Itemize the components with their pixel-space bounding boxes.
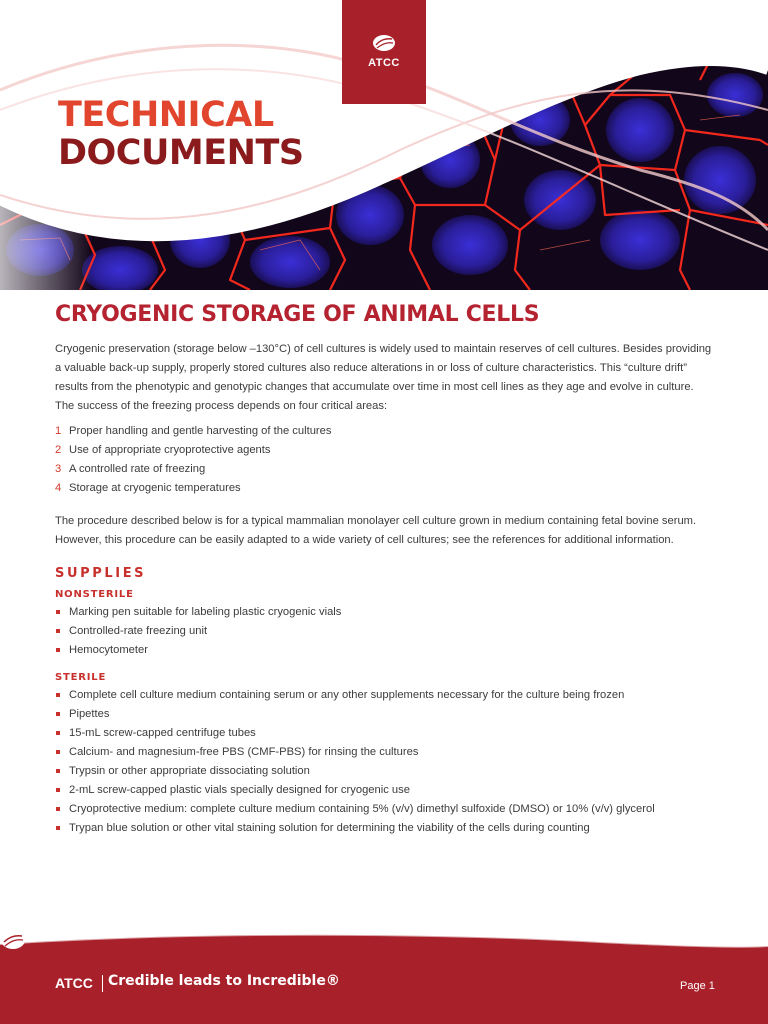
document-title: CRYOGENIC STORAGE OF ANIMAL CELLS — [55, 302, 540, 327]
hero-title-line2: DOCUMENTS — [58, 133, 304, 173]
list-item — [55, 762, 715, 781]
list-item-text: Calcium- and magnesium-free PBS (CMF-PBS) for rinsing the cultures — [69, 746, 419, 758]
list-item-text: Complete cell culture medium containing serum or any other supplements necessary for the culture being frozen — [69, 689, 625, 701]
list-item — [55, 479, 715, 498]
list-item — [55, 800, 715, 819]
list-number: 2 — [55, 444, 62, 456]
hero-title-line1: TECHNICAL — [58, 95, 274, 135]
list-number: 4 — [55, 482, 62, 494]
critical-areas-list — [55, 422, 715, 498]
list-item — [55, 705, 715, 724]
footer-tagline: Credible leads to Incredible® — [108, 973, 340, 989]
bullet-icon — [56, 712, 60, 716]
list-item-text: Marking pen suitable for labeling plastic cryogenic vials — [69, 606, 342, 618]
list-item — [55, 781, 715, 800]
sterile-list — [55, 686, 715, 838]
atcc-logo-ribbon[interactable] — [342, 0, 426, 104]
hero-title — [58, 96, 304, 172]
bullet-icon — [56, 629, 60, 633]
list-item — [55, 603, 715, 622]
hero-banner — [0, 0, 768, 290]
list-item — [55, 422, 715, 441]
supplies-heading: SUPPLIES — [55, 566, 147, 581]
footer-logo-text: ATCC — [55, 975, 93, 991]
list-item — [55, 460, 715, 479]
list-item-text: Pipettes — [69, 708, 110, 720]
nonsterile-heading: NONSTERILE — [55, 589, 134, 600]
list-item — [55, 441, 715, 460]
atcc-globe-icon — [372, 34, 396, 52]
document-body — [55, 300, 715, 838]
procedure-paragraph: The procedure described below is for a typical mammalian monolayer cell culture grown in medium containing fetal bovine serum. However, this procedure can be easily adapted to a wide variety of cell cultures; see the references for additional information. — [55, 515, 697, 546]
bullet-icon — [56, 693, 60, 697]
list-item — [55, 724, 715, 743]
sterile-heading: STERILE — [55, 672, 107, 683]
list-number: 3 — [55, 463, 62, 475]
list-item-text: 2-mL screw-capped plastic vials specially designed for cryogenic use — [69, 784, 410, 796]
bullet-icon — [56, 826, 60, 830]
list-item-text: Use of appropriate cryoprotective agents — [69, 444, 271, 456]
list-item-text: Controlled-rate freezing unit — [69, 625, 208, 637]
list-item-text: Trypsin or other appropriate dissociating solution — [69, 765, 310, 777]
bullet-icon — [56, 610, 60, 614]
bullet-icon — [56, 807, 60, 811]
bullet-icon — [56, 648, 60, 652]
list-item-text: Trypan blue solution or other vital staining solution for determining the viability of the cells during counting — [69, 822, 590, 834]
list-item-text: Hemocytometer — [69, 644, 148, 656]
list-item-text: Cryoprotective medium: complete culture medium containing 5% (v/v) dimethyl sulfoxide (DMSO) or 10% (v/v) glycerol — [69, 803, 655, 815]
list-item-text: A controlled rate of freezing — [69, 463, 206, 475]
bullet-icon — [56, 731, 60, 735]
list-item — [55, 819, 715, 838]
intro-paragraph: Cryogenic preservation (storage below –130°C) of cell cultures is widely used to maintain reserves of cell cultures. Besides providing a valuable back-up supply, properly stored cultures also reduce alterations in or loss of culture characteristics. This “culture drift” results from the phenotypic and genotypic changes that accumulate over time in most cell lines as they age and evolve in culture. The success of the freezing process depends on four critical areas: — [55, 343, 712, 412]
bullet-icon — [56, 750, 60, 754]
list-item — [55, 641, 715, 660]
footer-divider — [102, 975, 103, 992]
page-number: Page 1 — [680, 980, 715, 992]
nonsterile-list — [55, 603, 715, 660]
list-number: 1 — [55, 425, 62, 437]
page-footer — [0, 930, 768, 1024]
list-item-text: Proper handling and gentle harvesting of the cultures — [69, 425, 332, 437]
list-item — [55, 743, 715, 762]
atcc-logo-text: ATCC — [368, 57, 400, 69]
bullet-icon — [56, 769, 60, 773]
list-item-text: Storage at cryogenic temperatures — [69, 482, 241, 494]
list-item — [55, 686, 715, 705]
list-item-text: 15-mL screw-capped centrifuge tubes — [69, 727, 256, 739]
bullet-icon — [56, 788, 60, 792]
list-item — [55, 622, 715, 641]
atcc-globe-icon — [0, 930, 26, 950]
